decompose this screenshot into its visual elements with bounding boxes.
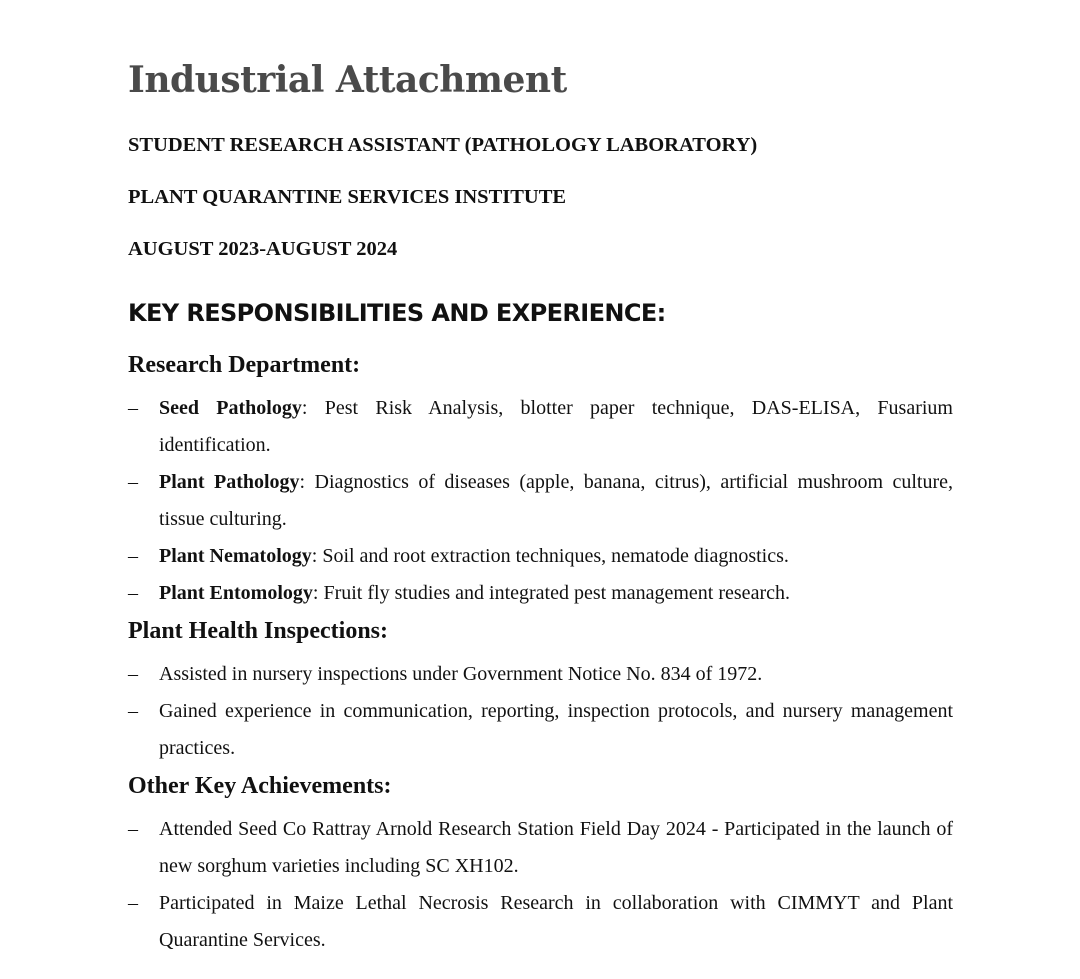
- plant-health-inspections-heading: Plant Health Inspections:: [128, 618, 389, 644]
- item-text: Gained experience in communication, reporting, inspection protocols, and nursery management practices.: [159, 700, 953, 759]
- bullet-dash: –: [128, 818, 138, 840]
- bullet-dash: –: [128, 582, 138, 604]
- research-list: [128, 390, 953, 612]
- bullet-dash: –: [128, 892, 138, 914]
- bullet-dash: –: [128, 471, 138, 493]
- list-item: [128, 656, 953, 693]
- role-line: STUDENT RESEARCH ASSISTANT (PATHOLOGY LABORATORY): [128, 134, 758, 156]
- organization-line: PLANT QUARANTINE SERVICES INSTITUTE: [128, 186, 567, 208]
- item-term: Plant Nematology: [159, 545, 312, 567]
- item-term: Seed Pathology: [159, 397, 302, 419]
- list-item: [128, 575, 953, 612]
- item-text: Participated in Maize Lethal Necrosis Research in collaboration with CIMMYT and Plant Quarantine Services.: [159, 892, 953, 951]
- achievements-list: [128, 811, 953, 959]
- list-item: [128, 464, 953, 538]
- bullet-dash: –: [128, 663, 138, 685]
- bullet-dash: –: [128, 545, 138, 567]
- inspections-list: [128, 656, 953, 767]
- bullet-dash: –: [128, 397, 138, 419]
- item-term: Plant Pathology: [159, 471, 300, 493]
- list-item: [128, 693, 953, 767]
- list-item: [128, 885, 953, 959]
- list-item: [128, 390, 953, 464]
- other-key-achievements-heading: Other Key Achievements:: [128, 773, 392, 799]
- document-page: [128, 58, 953, 963]
- item-text: Attended Seed Co Rattray Arnold Research Station Field Day 2024 - Participated in the launch of new sorghum varieties including SC XH102.: [159, 818, 953, 877]
- item-term: Plant Entomology: [159, 582, 313, 604]
- list-item: [128, 538, 953, 575]
- period-line: AUGUST 2023-AUGUST 2024: [128, 238, 398, 260]
- item-text: : Soil and root extraction techniques, nematode diagnostics.: [311, 545, 789, 567]
- item-text: : Diagnostics of diseases (apple, banana, citrus), artificial mushroom culture, tissue culturing.: [159, 471, 953, 530]
- item-text: : Fruit fly studies and integrated pest management research.: [312, 582, 790, 604]
- item-text: Assisted in nursery inspections under Government Notice No. 834 of 1972.: [159, 663, 763, 685]
- item-text: : Pest Risk Analysis, blotter paper technique, DAS-ELISA, Fusarium identification.: [159, 397, 953, 456]
- key-responsibilities-heading: KEY RESPONSIBILITIES AND EXPERIENCE:: [128, 299, 666, 327]
- list-item: [128, 811, 953, 885]
- bullet-dash: –: [128, 700, 138, 722]
- page-title: Industrial Attachment: [128, 59, 567, 101]
- research-department-heading: Research Department:: [128, 352, 361, 378]
